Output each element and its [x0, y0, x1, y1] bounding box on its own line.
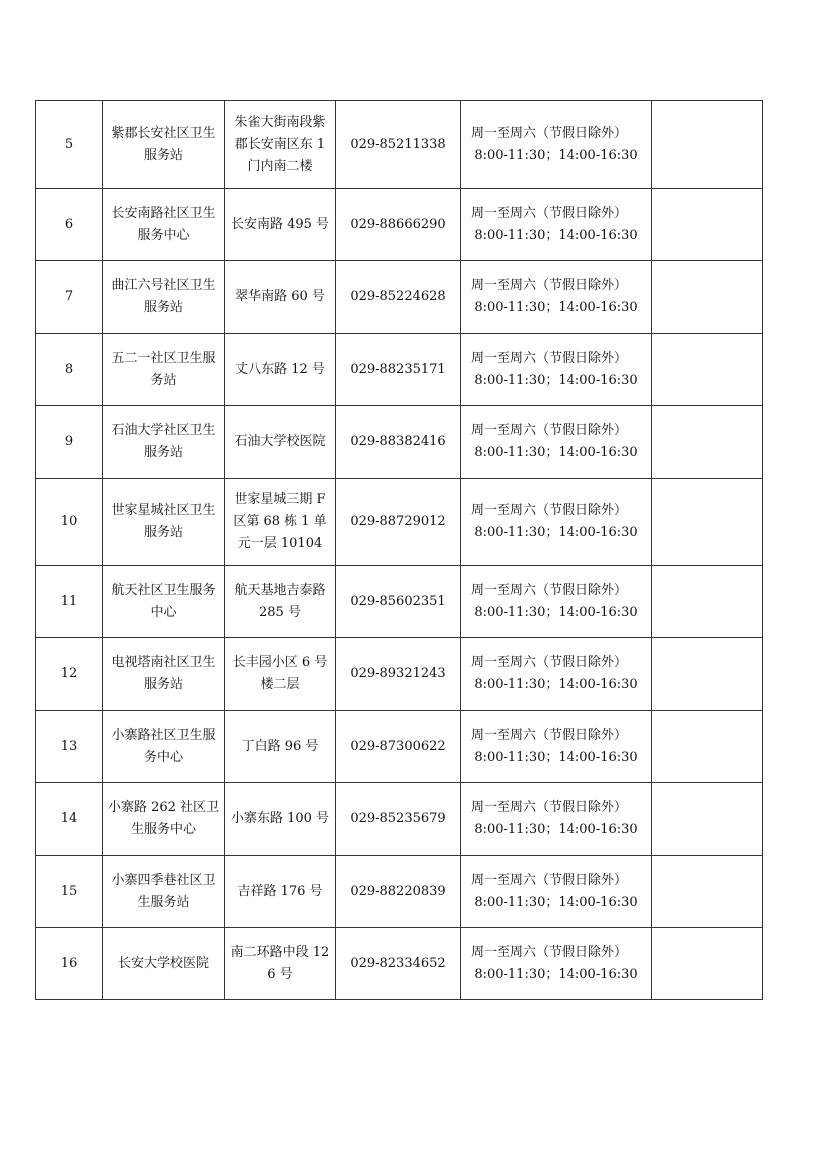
clinic-hours: [461, 261, 652, 334]
hours-days: 周一至周六（节假日除外）: [471, 205, 628, 221]
clinic-name: 电视塔南社区卫生服务站: [103, 638, 225, 711]
clinic-phone: 029-85235679: [336, 783, 461, 856]
hours-time: 8:00-11:30；14:00-16:30: [474, 147, 638, 163]
row-number: 14: [36, 783, 103, 856]
clinic-name: 小寨路 262 社区卫生服务中心: [103, 783, 225, 856]
row-number: 11: [36, 566, 103, 638]
row-number: 5: [36, 101, 103, 189]
clinic-hours: [461, 406, 652, 479]
clinic-name: 小寨四季巷社区卫生服务站: [103, 856, 225, 928]
clinic-table: [35, 100, 763, 1000]
clinic-address: 航天基地吉泰路 285 号: [225, 566, 336, 638]
table-row: [36, 261, 763, 334]
row-number: 7: [36, 261, 103, 334]
row-number: 10: [36, 479, 103, 566]
clinic-phone: 029-88382416: [336, 406, 461, 479]
hours-time: 8:00-11:30；14:00-16:30: [474, 966, 638, 982]
clinic-name: 世家星城社区卫生服务站: [103, 479, 225, 566]
hours-time: 8:00-11:30；14:00-16:30: [474, 604, 638, 620]
clinic-hours: [461, 334, 652, 406]
clinic-note: [652, 638, 763, 711]
clinic-phone: 029-88729012: [336, 479, 461, 566]
hours-days: 周一至周六（节假日除外）: [471, 423, 628, 438]
clinic-address: 丁白路 96 号: [225, 711, 336, 783]
row-number: 12: [36, 638, 103, 711]
clinic-hours: [461, 928, 652, 1000]
clinic-name: 长安大学校医院: [103, 928, 225, 1000]
clinic-phone: 029-85211338: [336, 101, 461, 189]
clinic-hours: [461, 711, 652, 783]
table-row: [36, 856, 763, 928]
clinic-phone: 029-89321243: [336, 638, 461, 711]
clinic-name: 曲江六号社区卫生服务站: [103, 261, 225, 334]
clinic-note: [652, 334, 763, 406]
hours-time: 8:00-11:30；14:00-16:30: [474, 300, 638, 315]
row-number: 13: [36, 711, 103, 783]
table-row: [36, 783, 763, 856]
row-number: 9: [36, 406, 103, 479]
hours-days: 周一至周六（节假日除外）: [471, 944, 628, 960]
clinic-phone: 029-88666290: [336, 189, 461, 261]
clinic-note: [652, 928, 763, 1000]
clinic-note: [652, 711, 763, 783]
clinic-note: [652, 189, 763, 261]
clinic-phone: 029-88220839: [336, 856, 461, 928]
clinic-address: 吉祥路 176 号: [225, 856, 336, 928]
clinic-address: 丈八东路 12 号: [225, 334, 336, 406]
hours-time: 8:00-11:30；14:00-16:30: [474, 677, 638, 692]
clinic-hours: [461, 783, 652, 856]
clinic-note: [652, 406, 763, 479]
clinic-address: 小寨东路 100 号: [225, 783, 336, 856]
table-body: [36, 101, 763, 1000]
hours-days: 周一至周六（节假日除外）: [471, 727, 628, 743]
clinic-note: [652, 783, 763, 856]
hours-time: 8:00-11:30；14:00-16:30: [474, 445, 638, 460]
row-number: 15: [36, 856, 103, 928]
hours-time: 8:00-11:30；14:00-16:30: [474, 227, 638, 243]
clinic-phone: 029-87300622: [336, 711, 461, 783]
clinic-note: [652, 101, 763, 189]
row-number: 8: [36, 334, 103, 406]
clinic-hours: [461, 638, 652, 711]
hours-days: 周一至周六（节假日除外）: [471, 503, 628, 518]
clinic-address: 长丰园小区 6 号楼二层: [225, 638, 336, 711]
hours-time: 8:00-11:30；14:00-16:30: [474, 749, 638, 765]
hours-days: 周一至周六（节假日除外）: [471, 350, 628, 366]
hours-time: 8:00-11:30；14:00-16:30: [474, 525, 638, 540]
hours-days: 周一至周六（节假日除外）: [471, 278, 628, 293]
hours-days: 周一至周六（节假日除外）: [471, 655, 628, 670]
table-row: [36, 479, 763, 566]
clinic-address: 长安南路 495 号: [225, 189, 336, 261]
hours-time: 8:00-11:30；14:00-16:30: [474, 372, 638, 388]
hours-days: 周一至周六（节假日除外）: [471, 125, 628, 141]
hours-days: 周一至周六（节假日除外）: [471, 582, 628, 598]
table-row: [36, 189, 763, 261]
clinic-name: 紫郡长安社区卫生服务站: [103, 101, 225, 189]
clinic-note: [652, 566, 763, 638]
clinic-name: 航天社区卫生服务中心: [103, 566, 225, 638]
clinic-address: 世家星城三期 F 区第 68 栋 1 单元一层 10104: [225, 479, 336, 566]
clinic-address: 石油大学校医院: [225, 406, 336, 479]
clinic-note: [652, 856, 763, 928]
clinic-hours: [461, 101, 652, 189]
table-row: [36, 334, 763, 406]
clinic-address: 翠华南路 60 号: [225, 261, 336, 334]
hours-time: 8:00-11:30；14:00-16:30: [474, 894, 638, 910]
hours-days: 周一至周六（节假日除外）: [471, 872, 628, 888]
clinic-name: 小寨路社区卫生服务中心: [103, 711, 225, 783]
clinic-name: 石油大学社区卫生服务站: [103, 406, 225, 479]
clinic-note: [652, 261, 763, 334]
clinic-hours: [461, 856, 652, 928]
table-row: [36, 928, 763, 1000]
clinic-phone: 029-88235171: [336, 334, 461, 406]
clinic-name: 五二一社区卫生服务站: [103, 334, 225, 406]
clinic-phone: 029-85224628: [336, 261, 461, 334]
clinic-address: 南二环路中段 126 号: [225, 928, 336, 1000]
hours-time: 8:00-11:30；14:00-16:30: [474, 822, 638, 837]
table-row: [36, 638, 763, 711]
row-number: 16: [36, 928, 103, 1000]
clinic-hours: [461, 189, 652, 261]
table-row: [36, 711, 763, 783]
table-row: [36, 406, 763, 479]
table-row: [36, 101, 763, 189]
clinic-name: 长安南路社区卫生服务中心: [103, 189, 225, 261]
clinic-hours: [461, 479, 652, 566]
hours-days: 周一至周六（节假日除外）: [471, 800, 628, 815]
row-number: 6: [36, 189, 103, 261]
clinic-phone: 029-85602351: [336, 566, 461, 638]
clinic-note: [652, 479, 763, 566]
table-row: [36, 566, 763, 638]
clinic-address: 朱雀大街南段紫郡长安南区东 1 门内南二楼: [225, 101, 336, 189]
clinic-phone: 029-82334652: [336, 928, 461, 1000]
clinic-hours: [461, 566, 652, 638]
